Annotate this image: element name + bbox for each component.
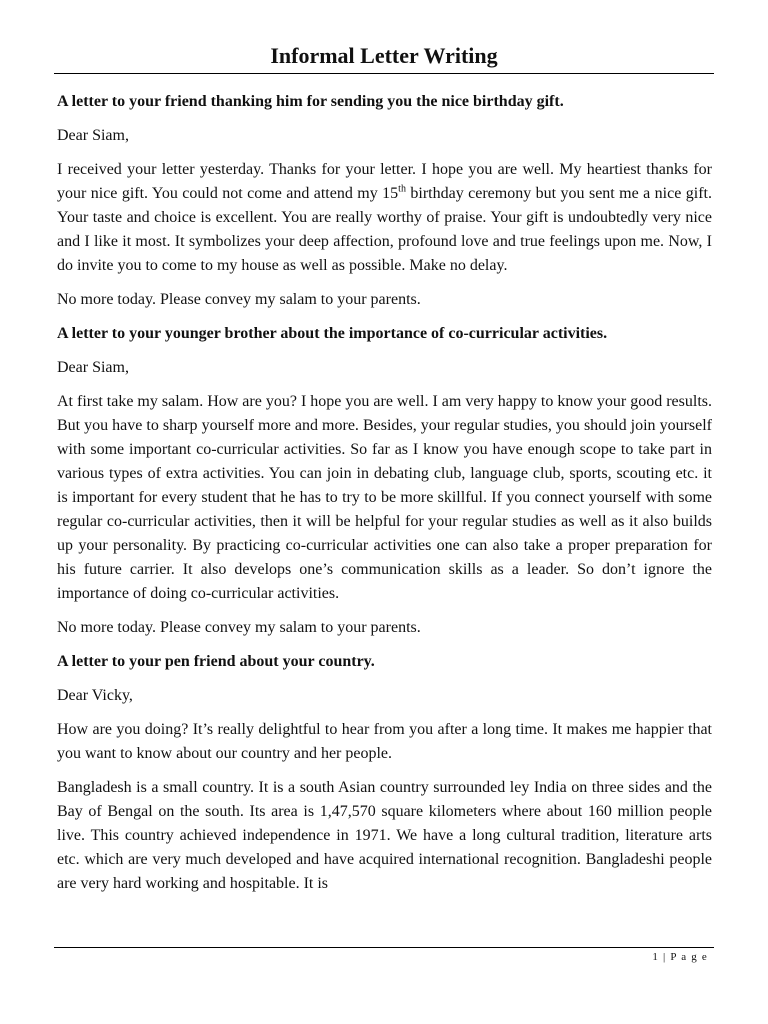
page-number: 1 | P a g e bbox=[652, 951, 708, 963]
letter-1-body-part-2: birthday ceremony but you sent me a nice gift. Your taste and choice is excellent. You are really worthy of praise. Your gift is undoubtedly very nice and I like it most. It symbolizes your deep affection, profound love and true feelings upon me. Now, I do invite you to come to my house as well as possible. Make no delay. bbox=[57, 185, 712, 274]
letter-3-body-paragraph-1: How are you doing? It’s really delightful to hear from you after a long time. It makes me happier that you want to know about our country and her people. bbox=[57, 721, 712, 762]
letter-2-body: At first take my salam. How are you? I hope you are well. I am very happy to know your good results. But you have to sharp yourself more and more. Besides, your regular studies, you should join yourself with some important co-curricular activities. So far as I know you have enough scope to take part in various types of extra activities. You can join in debating club, language club, sports, scouting etc. it is important for every student that he has to try to be more skillful. If you connect yourself with some regular co-curricular activities, then it will be helpful for your regular studies as well as it also builds up your personality. By practicing co-curricular activities one can also take a proper preparation for his future carrier. It also develops one’s communication skills as a leader. So don’t ignore the importance of doing co-curricular activities. bbox=[57, 393, 712, 602]
letters-content bbox=[57, 90, 712, 896]
letter-2-closing: No more today. Please convey my salam to your parents. bbox=[57, 619, 421, 636]
letter-3-heading: A letter to your pen friend about your country. bbox=[57, 653, 375, 670]
letter-1-closing: No more today. Please convey my salam to your parents. bbox=[57, 291, 421, 308]
letter-3-body-paragraph-2: Bangladesh is a small country. It is a south Asian country surrounded ley India on three sides and the Bay of Bengal on the south. Its area is 1,47,570 square kilometers where about 160 million people live. This country achieved independence in 1971. We have a long cultural tradition, literature arts etc. which are very much developed and have acquired international recognition. Bangladeshi people are very hard working and hospitable. It is bbox=[57, 779, 712, 892]
letter-1-heading: A letter to your friend thanking him for sending you the nice birthday gift. bbox=[57, 93, 564, 110]
page-title: Informal Letter Writing bbox=[270, 43, 498, 68]
letter-3-salutation: Dear Vicky, bbox=[57, 687, 133, 704]
letter-1-salutation: Dear Siam, bbox=[57, 127, 129, 144]
letter-2-salutation: Dear Siam, bbox=[57, 359, 129, 376]
letter-1-body bbox=[57, 158, 712, 278]
ordinal-superscript: th bbox=[398, 183, 406, 195]
letter-2-heading: A letter to your younger brother about the importance of co-curricular activities. bbox=[57, 325, 608, 342]
footer-divider bbox=[54, 947, 714, 948]
title-divider bbox=[54, 73, 714, 74]
letter-1-body-part-1: I received your letter yesterday. Thanks for your letter. I hope you are well. My heartiest thanks for your nice gift. You could not come and attend my 15 bbox=[57, 161, 712, 202]
